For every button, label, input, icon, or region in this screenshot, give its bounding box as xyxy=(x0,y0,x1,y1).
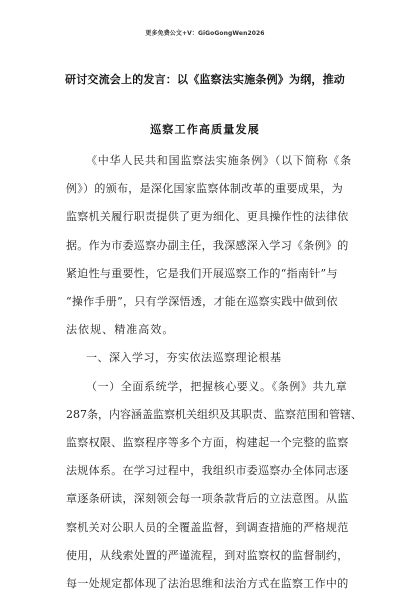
body-line: 据。作为市委巡察办副主任，我深感深入学习《条例》的 xyxy=(66,238,349,252)
body-line: 章逐条研读，深刻领会每一项条款背后的立法意图。从监 xyxy=(66,492,349,506)
body-line: 287条，内容涵盖监察机关组织及其职责、监察范围和管辖、 xyxy=(66,407,362,421)
body-line: 每一处规定都体现了法治思维和法治方式在监察工作中的 xyxy=(66,577,349,590)
body-line: 察机关对公职人员的全覆盖监督，到调查措施的严格规范 xyxy=(66,520,349,534)
body-line: 法依规、精准高效。 xyxy=(66,323,175,337)
body-line: 监察权限、监察程序等多个方面，构建起一个完整的监察 xyxy=(66,436,349,449)
header-note: 更多免费公文+V：GiGoGongWen2026 xyxy=(145,30,265,37)
body-line: （一）全面系统学，把握核心要义。《条例》共九章 xyxy=(86,379,348,393)
body-line: 《中华人民共和国监察法实施条例》（以下简称《条 xyxy=(86,154,352,167)
body-line: “操作手册”，只有学深悟透，才能在巡察实践中做到依 xyxy=(66,295,338,308)
section-heading: 一、深入学习，夯实依法巡察理论根基 xyxy=(86,351,282,365)
body-line: 监察机关履行职责提供了更为细化、更具操作性的法律依 xyxy=(66,210,349,224)
body-line: 例》）的颁布，是深化国家监察体制改革的重要成果，为 xyxy=(66,182,343,196)
body-line: 紧迫性与重要性，它是我们开展巡察工作的“指南针”与 xyxy=(66,266,338,280)
title-line-1: 研讨交流会上的发言：以《监察法实施条例》为纲，推动 xyxy=(65,73,345,86)
body-line: 法规体系。在学习过程中，我组织市委巡察办全体同志逐 xyxy=(66,464,349,478)
title-line-2: 巡察工作高质量发展 xyxy=(150,123,260,136)
body-line: 使用，从线索处置的严谨流程，到对监察权的监督制约， xyxy=(66,548,349,562)
